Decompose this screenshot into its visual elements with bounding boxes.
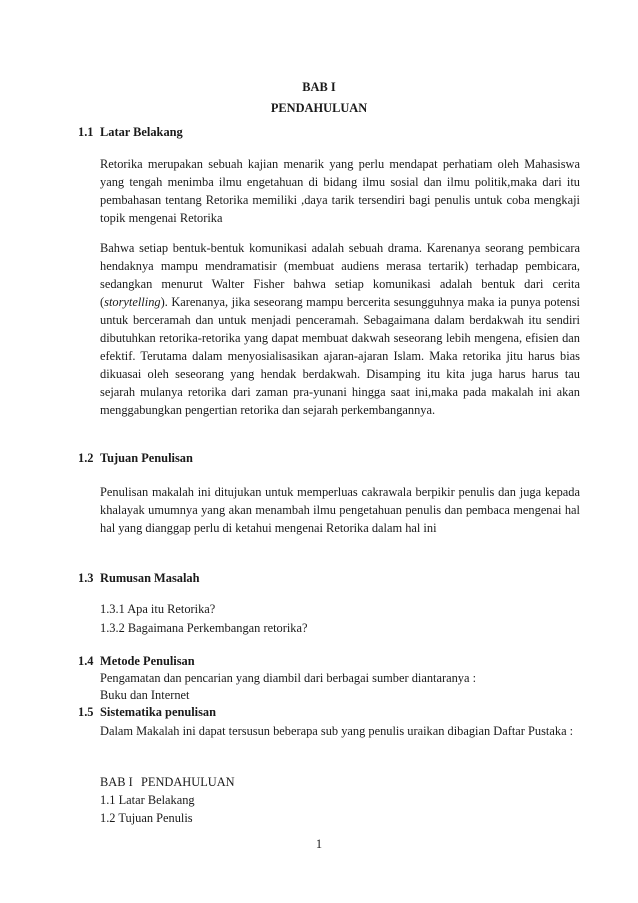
rumusan-item-1: 1.3.1 Apa itu Retorika? — [100, 602, 216, 616]
section-1-5-number: 1.5 — [78, 705, 94, 719]
rumusan-item-2: 1.3.2 Bagaimana Perkembangan retorika? — [100, 621, 308, 635]
metode-line-2: Buku dan Internet — [100, 688, 190, 702]
sistematika-bab-label: BAB I — [100, 775, 133, 789]
section-1-3-title: Rumusan Masalah — [100, 571, 200, 585]
latar-paragraph-1: Retorika merupakan sebuah kajian menarik yang perlu mendapat perhatiam oleh Mahasiswa yang tengah menimba ilmu engetahuan di bidang ilmu sosial dan ilmu politik,maka dari itu pembahasan tentang Retorika memiliki ,daya tarik tersendiri bagi penulis untuk coba mengkaji topik mengenai Retorika — [100, 157, 580, 225]
section-1-2-title: Tujuan Penulisan — [100, 451, 193, 465]
storytelling-term: storytelling — [104, 295, 161, 309]
chapter-title: PENDAHULUAN — [270, 101, 368, 115]
tujuan-paragraph: Penulisan makalah ini ditujukan untuk memperluas cakrawala berpikir penulis dan juga kepada khalayak umumnya yang akan menambah ilmu pengetahuan penulis dan pembaca mengenai hal hal yang dianggap perlu di ketahui mengenai Retorika dalam hal ini — [100, 485, 580, 535]
sistematika-bab-title: PENDAHULUAN — [141, 775, 235, 789]
section-1-2-number: 1.2 — [78, 451, 94, 465]
chapter-label: BAB I — [302, 80, 336, 94]
section-1-1-title: Latar Belakang — [100, 125, 183, 139]
section-1-3-number: 1.3 — [78, 571, 94, 585]
section-1-5-title: Sistematika penulisan — [100, 705, 217, 719]
page-number: 1 — [315, 837, 323, 851]
sistematika-item-2: 1.2 Tujuan Penulis — [100, 811, 193, 825]
sistematika-paragraph: Dalam Makalah ini dapat tersusun beberapa sub yang penulis uraikan dibagian Daftar Pustaka : — [100, 724, 574, 738]
latar-paragraph-2: Bahwa setiap bentuk-bentuk komunikasi adalah sebuah drama. Karenanya seorang pembicara hendaknya mampu mendramatisir (membuat audiens merasa tertarik) terhadap pembicara, sedangkan menurut Walter Fisher bahwa setiap komunikasi adalah bentuk dari cerita (storytelling). Karenanya, jika seseorang mampu bercerita sesungguhnya maka ia punya potensi untuk berceramah dan untuk menjadi penceramah. Sebagaimana dalam berdakwah itu sendiri dibutuhkan retorika-retorika yang dapat membuat dakwah seseorang lebih mengena, efisien dan efektif. Terutama dalam menyosialisasikan ajaran-ajaran Islam. Maka retorika jitu harus bias dikuasai oleh seseorang yang hendak berdakwah. Disamping itu kita juga harus harus tau sejarah mulanya retorika dari zaman pra-yunani hingga saat ini,maka pada makalah ini akan menggabungkan pengertian retorika dan sejarah perkembangannya. — [100, 241, 580, 417]
section-1-1-number: 1.1 — [78, 125, 94, 139]
sistematika-item-1: 1.1 Latar Belakang — [100, 793, 195, 807]
section-1-4-title: Metode Penulisan — [100, 654, 195, 668]
section-1-4-number: 1.4 — [78, 654, 94, 668]
metode-line-1: Pengamatan dan pencarian yang diambil dari berbagai sumber diantaranya : — [100, 671, 477, 685]
